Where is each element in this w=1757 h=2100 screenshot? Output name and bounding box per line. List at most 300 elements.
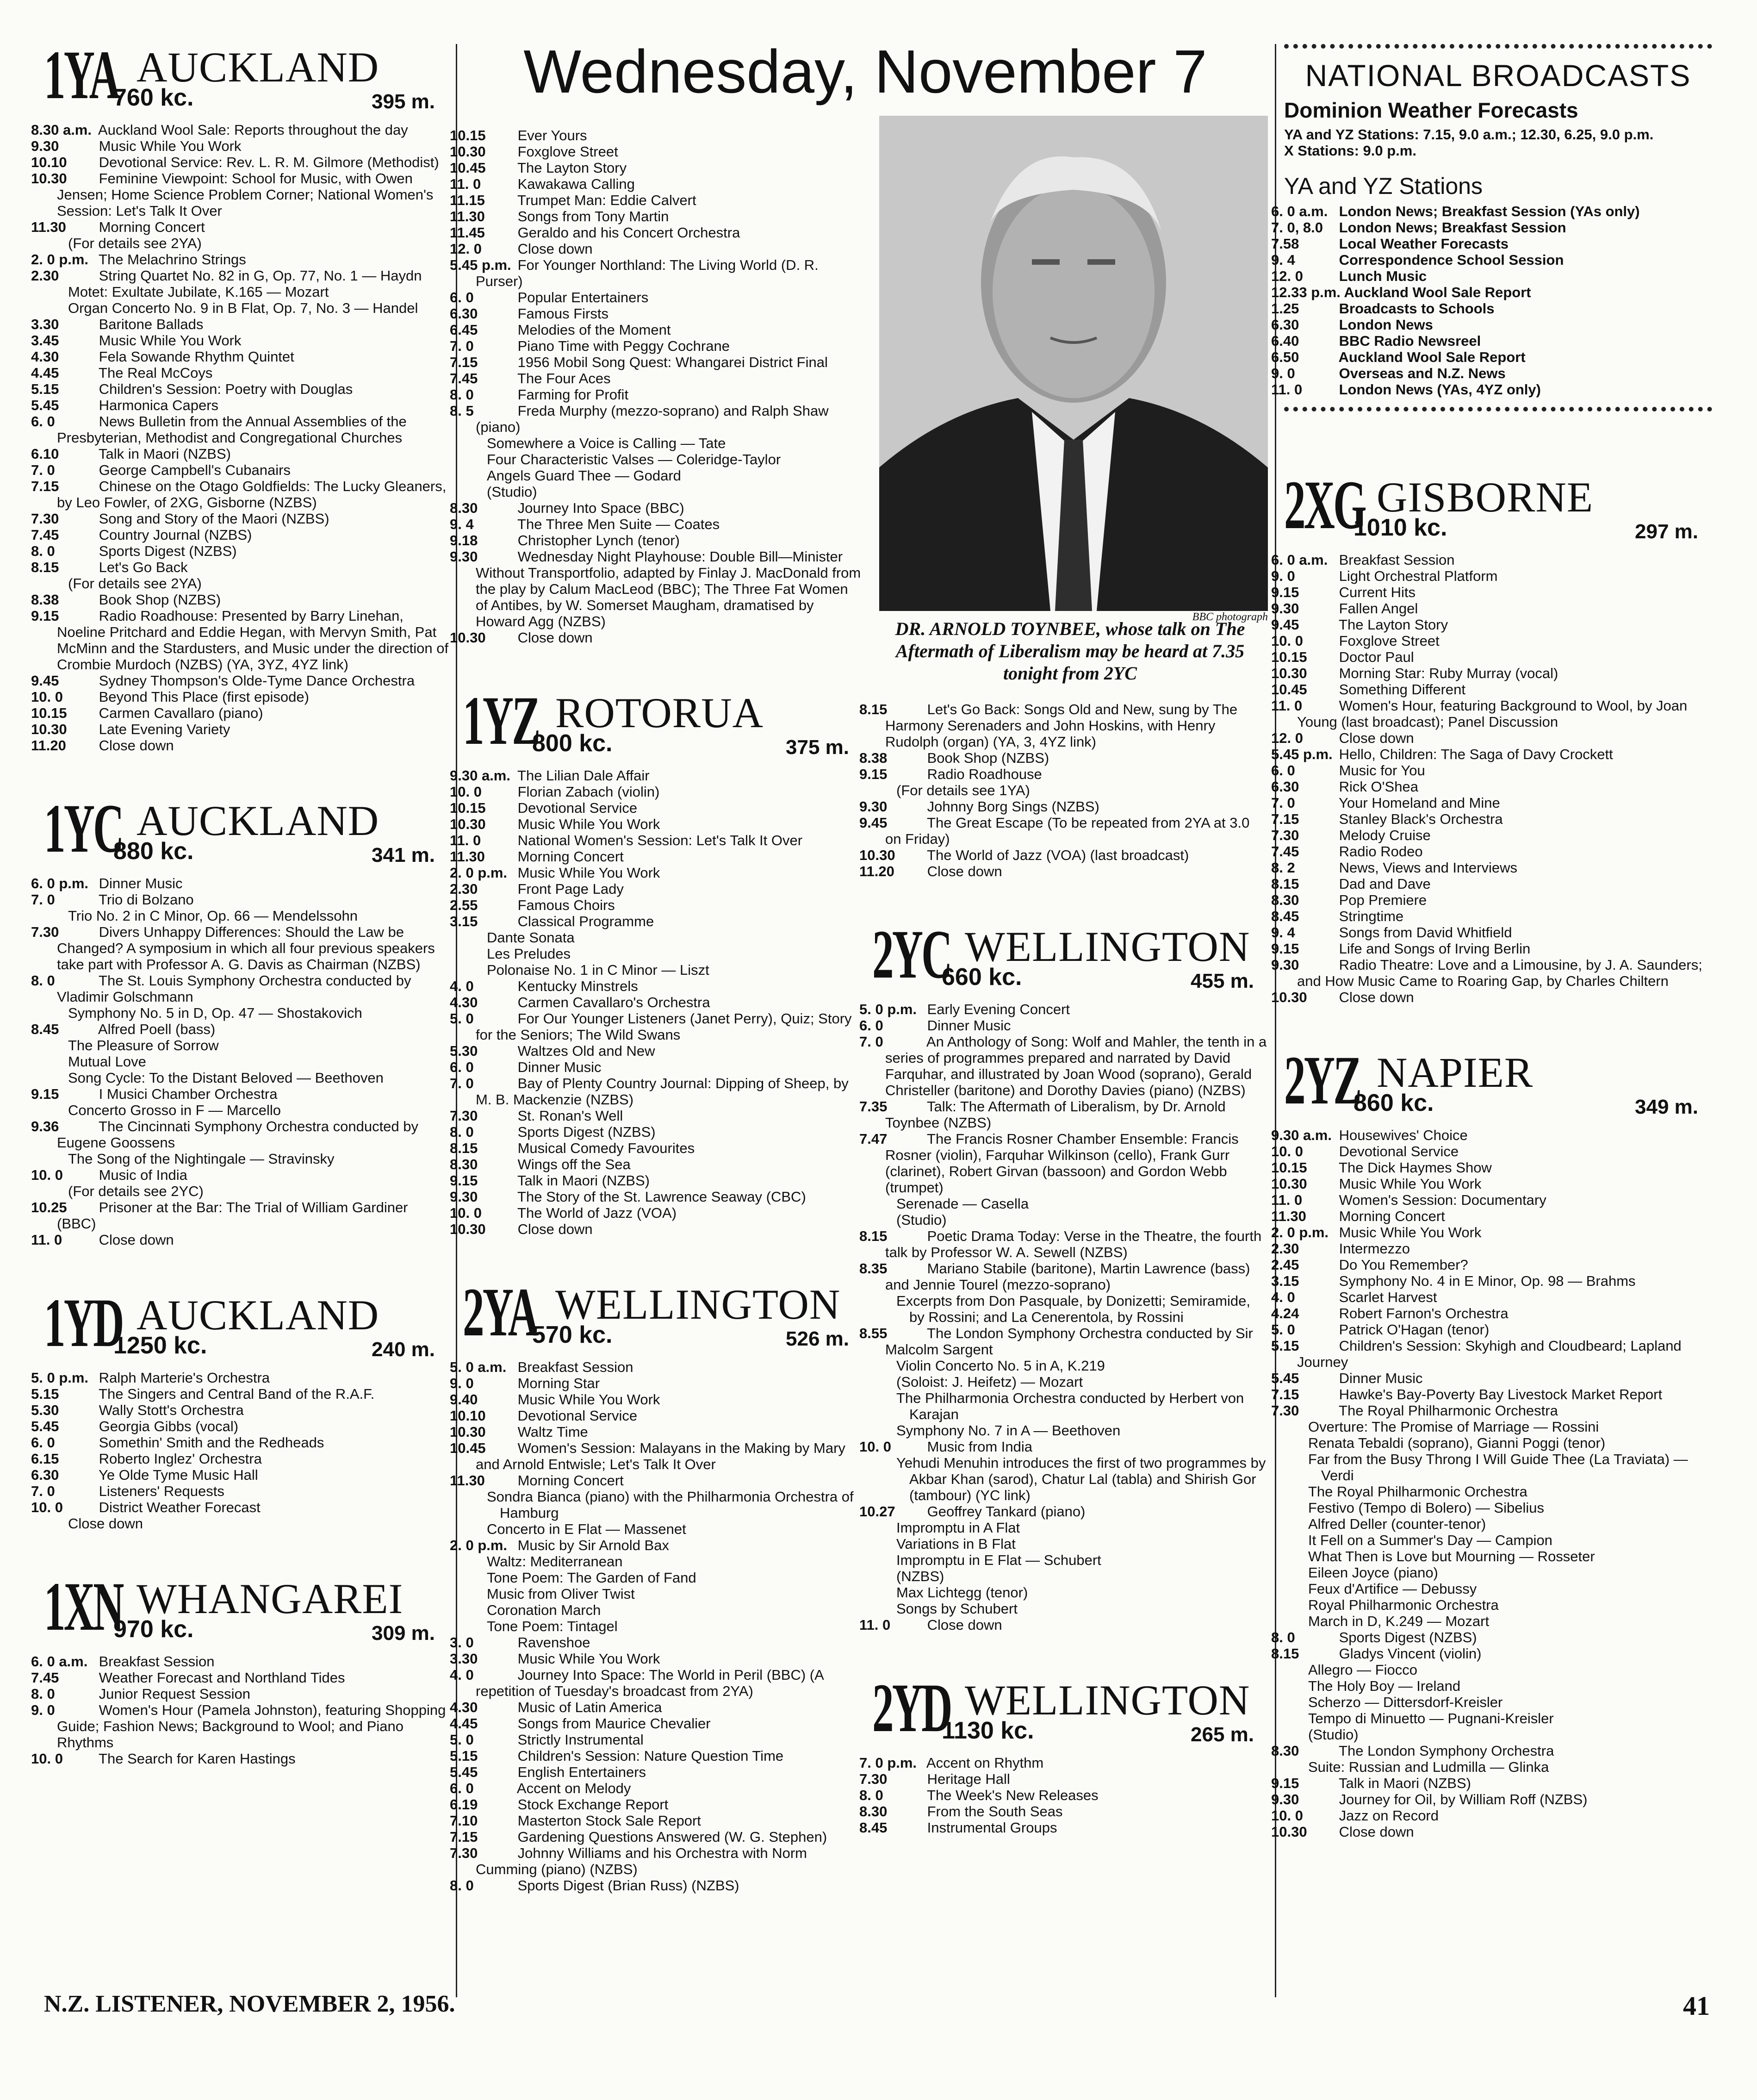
programme-title: The Real McCoys — [95, 365, 213, 381]
programme-entry — [859, 1503, 1268, 1520]
programme-title: 1956 Mobil Song Quest: Whangarei District Final — [514, 354, 828, 370]
programme-entry — [450, 1667, 863, 1699]
programme-time: 2.30 — [1271, 1240, 1299, 1257]
programme-title: Dinner Music — [95, 875, 183, 891]
programme-title: Close down — [514, 629, 593, 646]
programme-title: Songs from Tony Martin — [514, 208, 669, 224]
programme-entry — [450, 192, 863, 208]
programme-entry — [450, 832, 863, 848]
programme-title: Scherzo — Dittersdorf-Kreisler — [1308, 1694, 1503, 1710]
programme-title: Tone Poem: The Garden of Fand — [487, 1570, 696, 1586]
programme-entry — [872, 1422, 1268, 1439]
programme-title: Talk in Maori (NZBS) — [514, 1172, 650, 1189]
programme-title: Waltzes Old and New — [514, 1043, 655, 1059]
programme-entry — [872, 1212, 1268, 1228]
programme-entry — [31, 413, 449, 446]
programme-time: 2. 0 p.m. — [450, 865, 508, 881]
programme-entry — [31, 721, 449, 737]
programme-entry — [450, 1829, 863, 1845]
programme-entry — [1271, 349, 1712, 365]
programme-title: Dad and Dave — [1335, 876, 1431, 892]
programme-time: 7. 0 — [859, 1034, 883, 1050]
programme-time: 7. 0 — [31, 891, 55, 908]
programme-title: Kawakawa Calling — [514, 176, 635, 192]
programme-entry — [1271, 1240, 1712, 1257]
programme-title: Coronation March — [487, 1602, 601, 1618]
programme-title: Freda Murphy (mezzo-soprano) and Ralph Shaw (piano) — [476, 403, 829, 435]
programme-title: Gardening Questions Answered (W. G. Stephen) — [514, 1829, 827, 1845]
programme-title: Close down — [68, 1515, 143, 1532]
programme-time: 6. 0 — [859, 1017, 883, 1034]
programme-list — [31, 1370, 449, 1532]
programme-entry — [450, 913, 863, 929]
programme-entry — [859, 701, 1268, 750]
programme-title: It Fell on a Summer's Day — Campion — [1308, 1532, 1552, 1548]
programme-entry — [1271, 860, 1712, 876]
programme-entry — [1271, 284, 1712, 300]
programme-time: 6. 0 — [450, 1059, 474, 1075]
programme-title: Morning Concert — [95, 219, 205, 235]
programme-title: Devotional Service — [514, 1408, 638, 1424]
programme-title: Alfred Deller (counter-tenor) — [1308, 1516, 1486, 1532]
programme-title: Close down — [923, 1617, 1002, 1633]
programme-entry — [1271, 762, 1712, 779]
call-sign: 1YA — [44, 37, 119, 113]
programme-entry — [450, 1221, 863, 1237]
programme-entry — [463, 451, 863, 467]
programme-title: Mariano Stabile (baritone), Martin Lawrence (bass) and Jennie Tourel (mezzo-soprano) — [885, 1260, 1250, 1293]
programme-entry — [1271, 892, 1712, 908]
programme-title: Sydney Thompson's Olde-Tyme Dance Orchestra — [95, 673, 415, 689]
programme-entry — [31, 381, 449, 397]
programme-entry — [31, 592, 449, 608]
programme-entry — [450, 532, 863, 548]
programme-entry — [31, 1499, 449, 1515]
programme-time: 8.55 — [859, 1325, 888, 1341]
programme-title: Sondra Bianca (piano) with the Philharmonia Orchestra of Hamburg — [487, 1489, 854, 1521]
wavelength: 455 m. — [1191, 970, 1254, 992]
programme-title: Famous Firsts — [514, 305, 608, 322]
photo-credit: BBC photograph — [1192, 611, 1268, 623]
programme-entry — [859, 815, 1268, 847]
box-divider — [1284, 407, 1712, 411]
programme-title: BBC Radio Newsreel — [1335, 333, 1481, 349]
programme-title: Harmonica Capers — [95, 397, 219, 413]
programme-entry — [1271, 1402, 1712, 1419]
programme-entry — [450, 767, 863, 784]
programme-entry — [1271, 876, 1712, 892]
programme-title: Songs by Schubert — [896, 1601, 1018, 1617]
programme-entry — [872, 1455, 1268, 1503]
call-sign: 1YC — [44, 790, 123, 867]
programme-entry — [450, 1699, 863, 1715]
programme-time: 9.30 a.m. — [1271, 1127, 1332, 1143]
programme-time: 7.35 — [859, 1098, 888, 1115]
programme-title: Close down — [923, 863, 1002, 879]
programme-entry — [1271, 333, 1712, 349]
programme-time: 7.45 — [31, 527, 59, 543]
programme-time: 11.30 — [450, 1472, 485, 1489]
programme-time: 11. 0 — [1271, 1192, 1303, 1208]
programme-time: 3.30 — [31, 316, 59, 332]
programme-title: Morning Concert — [514, 1472, 624, 1489]
programme-title: Trumpet Man: Eddie Calvert — [514, 192, 696, 208]
programme-entry — [1284, 1710, 1712, 1726]
wavelength: 526 m. — [786, 1327, 849, 1350]
programme-time: 10.30 — [450, 143, 486, 160]
city: AUCKLAND — [137, 44, 379, 91]
programme-title: Far from the Busy Throng I Will Guide Thee (La Traviata) — Verdi — [1308, 1451, 1688, 1483]
programme-time: 6. 0 — [450, 289, 474, 305]
programme-entry — [450, 848, 863, 865]
programme-time: 7.30 — [1271, 1402, 1299, 1419]
programme-title: The Cincinnati Symphony Orchestra conducted by Eugene Goossens — [57, 1118, 419, 1151]
programme-time: 10.15 — [1271, 1159, 1307, 1176]
programme-title: Stringtime — [1335, 908, 1404, 924]
programme-time: 8. 0 — [1271, 1629, 1295, 1645]
programme-entry — [44, 908, 449, 924]
programme-time: 6.30 — [450, 305, 478, 322]
programme-entry — [1271, 381, 1712, 398]
programme-entry — [1284, 1500, 1712, 1516]
programme-entry — [1284, 1435, 1712, 1451]
programme-title: Doctor Paul — [1335, 649, 1414, 665]
programme-entry — [1284, 1419, 1712, 1435]
programme-entry — [859, 1325, 1268, 1358]
programme-title: Four Characteristic Valses — Coleridge-Taylor — [487, 451, 781, 467]
footer-publication: N.Z. LISTENER, NOVEMBER 2, 1956. — [44, 1991, 455, 2017]
programme-title: Robert Farnon's Orchestra — [1335, 1305, 1509, 1321]
programme-time: 5.45 — [450, 1764, 478, 1780]
programme-entry — [1271, 236, 1712, 252]
programme-entry — [1271, 957, 1712, 989]
programme-title: Trio No. 2 in C Minor, Op. 66 — Mendelssohn — [68, 908, 358, 924]
programme-entry — [859, 1098, 1268, 1131]
city: AUCKLAND — [137, 1291, 379, 1339]
programme-entry — [859, 1820, 1268, 1836]
programme-entry — [872, 1293, 1268, 1325]
programme-title: The Holy Boy — Ireland — [1308, 1678, 1461, 1694]
programme-title: Close down — [1335, 730, 1414, 746]
programme-entry — [450, 1391, 863, 1408]
programme-title: Close down — [1335, 989, 1414, 1005]
programme-time: 8.38 — [31, 592, 59, 608]
programme-entry — [872, 1601, 1268, 1617]
programme-entry — [859, 1803, 1268, 1820]
frequency: 760 kc. — [113, 84, 194, 111]
programme-time: 4. 0 — [1271, 1289, 1295, 1305]
programme-title: Women's Session: Documentary — [1335, 1192, 1546, 1208]
city: WELLINGTON — [555, 1281, 841, 1328]
programme-time: 10.30 — [450, 629, 486, 646]
programme-time: 8. 0 — [31, 1686, 55, 1702]
programme-entry — [31, 1370, 449, 1386]
programme-time: 11.20 — [31, 737, 66, 754]
programme-title: Country Journal (NZBS) — [95, 527, 252, 543]
programme-time: 9. 0 — [31, 1702, 55, 1718]
programme-title: Farming for Profit — [514, 386, 629, 403]
programme-title: (For details see 2YA) — [68, 235, 202, 251]
programme-entry — [31, 543, 449, 559]
programme-entry — [44, 1515, 449, 1532]
programme-time: 9.36 — [31, 1118, 59, 1134]
programme-time: 6.30 — [31, 1467, 59, 1483]
programme-title: The Philharmonia Orchestra conducted by Herbert von Karajan — [896, 1390, 1244, 1422]
programme-time: 11.30 — [31, 219, 66, 235]
programme-title: Strictly Instrumental — [514, 1732, 644, 1748]
programme-title: Wally Stott's Orchestra — [95, 1402, 244, 1418]
programme-entry — [1271, 1629, 1712, 1645]
programme-time: 10. 0 — [31, 1167, 63, 1183]
programme-entry — [859, 1001, 1268, 1017]
programme-entry — [31, 527, 449, 543]
programme-time: 7.45 — [1271, 843, 1299, 860]
programme-entry — [1271, 1824, 1712, 1840]
programme-title: Music While You Work — [1335, 1224, 1482, 1240]
station-header — [1284, 467, 1712, 548]
programme-list — [31, 1653, 449, 1767]
programme-title: The Singers and Central Band of the R.A.F. — [95, 1386, 375, 1402]
date-heading: Wednesday, November 7 — [523, 37, 1207, 106]
programme-time: 9.15 — [450, 1172, 478, 1189]
programme-title: Carmen Cavallaro's Orchestra — [514, 994, 710, 1010]
programme-time: 10.15 — [450, 800, 486, 816]
programme-time: 10.45 — [450, 160, 486, 176]
programme-list — [1271, 1127, 1712, 1840]
programme-entry — [859, 1755, 1268, 1771]
programme-entry — [859, 1034, 1268, 1098]
portrait-image — [879, 116, 1268, 611]
column-3 — [1271, 44, 1712, 1840]
programme-time: 8.30 — [859, 1803, 888, 1820]
programme-entry — [1271, 1208, 1712, 1224]
programme-time: 10.10 — [450, 1408, 486, 1424]
programme-entry — [450, 1732, 863, 1748]
programme-time: 7.58 — [1271, 236, 1299, 252]
programme-entry — [450, 386, 863, 403]
programme-entry — [1271, 941, 1712, 957]
programme-entry — [1284, 1726, 1712, 1743]
programme-title: Fallen Angel — [1335, 600, 1418, 617]
programme-entry — [1271, 203, 1712, 219]
programme-entry — [872, 1374, 1268, 1390]
programme-title: (For details see 2YA) — [68, 575, 202, 592]
programme-entry — [859, 1131, 1268, 1196]
programme-entry — [872, 1520, 1268, 1536]
programme-time: 7.10 — [450, 1813, 478, 1829]
wavelength: 297 m. — [1635, 520, 1698, 543]
programme-title: Close down — [514, 1221, 593, 1237]
programme-list — [450, 127, 863, 646]
programme-entry — [31, 154, 449, 170]
programme-title: Children's Session: Poetry with Douglas — [95, 381, 353, 397]
programme-title: The Song of the Nightingale — Stravinsky — [68, 1151, 335, 1167]
programme-time: 7. 0 — [450, 1075, 474, 1091]
programme-time: 6.15 — [31, 1451, 59, 1467]
programme-entry — [463, 1602, 863, 1618]
frequency: 970 kc. — [113, 1616, 194, 1643]
programme-time: 4.30 — [450, 994, 478, 1010]
programme-title: The Week's New Releases — [923, 1787, 1099, 1803]
programme-title: The Three Men Suite — Coates — [514, 516, 720, 532]
programme-time: 3.15 — [450, 913, 478, 929]
programme-entry — [1271, 1159, 1712, 1176]
programme-time: 9.30 — [1271, 1791, 1299, 1807]
programme-time: 7. 0 p.m. — [859, 1755, 917, 1771]
programme-time: 5.45 — [31, 1418, 59, 1434]
programme-time: 11. 0 — [859, 1617, 891, 1633]
programme-title: Life and Songs of Irving Berlin — [1335, 941, 1531, 957]
programme-entry — [450, 784, 863, 800]
programme-entry — [463, 435, 863, 451]
programme-time: 5.15 — [31, 1386, 59, 1402]
programme-time: 9.15 — [1271, 584, 1299, 600]
programme-time: 2.30 — [31, 268, 59, 284]
programme-entry — [1271, 811, 1712, 827]
programme-title: Wings off the Sea — [514, 1156, 631, 1172]
programme-entry — [450, 1845, 863, 1877]
programme-time: 6.40 — [1271, 333, 1299, 349]
programme-title: Carmen Cavallaro (piano) — [95, 705, 263, 721]
programme-entry — [450, 1075, 863, 1108]
programme-time: 6.30 — [1271, 779, 1299, 795]
programme-time: 10.45 — [1271, 681, 1307, 698]
call-sign: 2YC — [872, 916, 951, 993]
programme-entry — [1271, 746, 1712, 762]
programme-title: Johnny Borg Sings (NZBS) — [923, 798, 1099, 815]
programme-entry — [1271, 908, 1712, 924]
programme-title: Geoffrey Tankard (piano) — [923, 1503, 1086, 1520]
programme-entry — [31, 462, 449, 478]
programme-time: 9. 4 — [450, 516, 474, 532]
programme-title: Waltz Time — [514, 1424, 588, 1440]
programme-entry — [450, 127, 863, 143]
programme-time: 9.45 — [859, 815, 888, 831]
programme-time: 2.55 — [450, 897, 478, 913]
programme-title: Max Lichtegg (tenor) — [896, 1584, 1028, 1601]
programme-entry — [859, 1617, 1268, 1633]
programme-title: Mutual Love — [68, 1053, 146, 1070]
programme-entry — [450, 1472, 863, 1489]
programme-title: Listeners' Requests — [95, 1483, 224, 1499]
frequency: 860 kc. — [1353, 1090, 1434, 1116]
programme-title: Devotional Service: Rev. L. R. M. Gilmore (Methodist) — [95, 154, 439, 170]
programme-time: 10. 0 — [859, 1439, 891, 1455]
programme-title: Organ Concerto No. 9 in B Flat, Op. 7, No. 3 — Handel — [68, 300, 418, 316]
programme-title: (NZBS) — [896, 1568, 944, 1584]
programme-entry — [1271, 1338, 1712, 1370]
programme-title: Alfred Poell (bass) — [95, 1021, 216, 1037]
programme-time: 11. 0 — [31, 1232, 62, 1248]
programme-entry — [450, 1651, 863, 1667]
programme-entry — [450, 1189, 863, 1205]
programme-title: St. Ronan's Well — [514, 1108, 623, 1124]
programme-time: 9.30 — [31, 138, 59, 154]
programme-title: Foxglove Street — [1335, 633, 1440, 649]
programme-title: Renata Tebaldi (soprano), Gianni Poggi (tenor) — [1308, 1435, 1606, 1451]
programme-entry — [450, 305, 863, 322]
photo-caption: DR. ARNOLD TOYNBEE, whose talk on The Aftermath of Liberalism may be heard at 7.35 tonight from 2YC — [895, 618, 1245, 684]
programme-title: Auckland Wool Sale Report — [1340, 284, 1531, 300]
programme-entry — [1271, 649, 1712, 665]
programme-time: 12.33 p.m. — [1271, 284, 1341, 300]
programme-time: 9.15 — [859, 766, 888, 782]
programme-title: (For details see 2YC) — [68, 1183, 204, 1199]
programme-title: Somethin' Smith and the Redheads — [95, 1434, 324, 1451]
programme-time: 11. 0 — [450, 176, 481, 192]
programme-list — [450, 1359, 863, 1894]
programme-time: 8.15 — [1271, 1645, 1299, 1662]
programme-time: 5. 0 p.m. — [31, 1370, 89, 1386]
programme-entry — [1271, 1775, 1712, 1791]
programme-title: Current Hits — [1335, 584, 1416, 600]
programme-entry — [1271, 665, 1712, 681]
programme-title: The Pleasure of Sorrow — [68, 1037, 219, 1053]
programme-title: Junior Request Session — [95, 1686, 251, 1702]
programme-time: 8. 0 — [31, 972, 55, 989]
wavelength: 240 m. — [372, 1338, 435, 1361]
programme-time: 2. 0 p.m. — [450, 1537, 508, 1553]
programme-entry — [450, 1780, 863, 1796]
programme-time: 9.15 — [31, 608, 59, 624]
programme-title: London News (YAs, 4YZ only) — [1335, 381, 1541, 398]
programme-entry — [31, 1418, 449, 1434]
programme-entry — [31, 673, 449, 689]
programme-time: 8.15 — [859, 701, 888, 717]
portrait-photo — [879, 116, 1268, 611]
programme-time: 7.15 — [450, 1829, 478, 1845]
programme-entry — [44, 300, 449, 316]
frequency: 800 kc. — [532, 730, 613, 757]
programme-title: Music from India — [923, 1439, 1033, 1455]
programme-time: 10. 0 — [1271, 1143, 1303, 1159]
programme-title: Music by Sir Arnold Bax — [514, 1537, 669, 1553]
column-1 — [31, 37, 449, 1767]
city: AUCKLAND — [137, 797, 379, 844]
programme-entry — [31, 1086, 449, 1102]
wavelength: 395 m. — [372, 90, 435, 113]
programme-entry — [1284, 1516, 1712, 1532]
programme-time: 8.45 — [859, 1820, 888, 1836]
programme-time: 5.45 p.m. — [1271, 746, 1333, 762]
programme-entry — [1271, 1273, 1712, 1289]
programme-entry — [1271, 1791, 1712, 1807]
programme-time: 5.15 — [450, 1748, 478, 1764]
programme-time: 5. 0 — [450, 1732, 474, 1748]
city: WELLINGTON — [965, 923, 1250, 970]
programme-title: An Anthology of Song: Wolf and Mahler, the tenth in a series of programmes prepared and narrated by David Farquhar, and illustrated by Joan Wood (soprano), Gerald Christeller (baritone) and Dorothy Davies (piano) (NZBS) — [885, 1034, 1267, 1098]
programme-entry — [31, 1451, 449, 1467]
programme-entry — [31, 446, 449, 462]
programme-entry — [31, 891, 449, 908]
programme-entry — [450, 1748, 863, 1764]
programme-entry — [1284, 1597, 1712, 1613]
programme-title: Melodies of the Moment — [514, 322, 671, 338]
programme-entry — [31, 511, 449, 527]
programme-entry — [31, 1021, 449, 1037]
programme-title: Festivo (Tempo di Bolero) — Sibelius — [1308, 1500, 1544, 1516]
programme-list — [450, 767, 863, 1237]
programme-title: The Dick Haymes Show — [1335, 1159, 1492, 1176]
programme-title: Dinner Music — [1335, 1370, 1423, 1386]
programme-title: Ravenshoe — [514, 1634, 590, 1651]
programme-entry — [450, 370, 863, 386]
frequency: 1130 kc. — [942, 1717, 1034, 1744]
programme-entry — [1271, 1386, 1712, 1402]
page-footer — [44, 1990, 1710, 2021]
programme-title: Accent on Rhythm — [923, 1755, 1044, 1771]
programme-entry — [450, 800, 863, 816]
